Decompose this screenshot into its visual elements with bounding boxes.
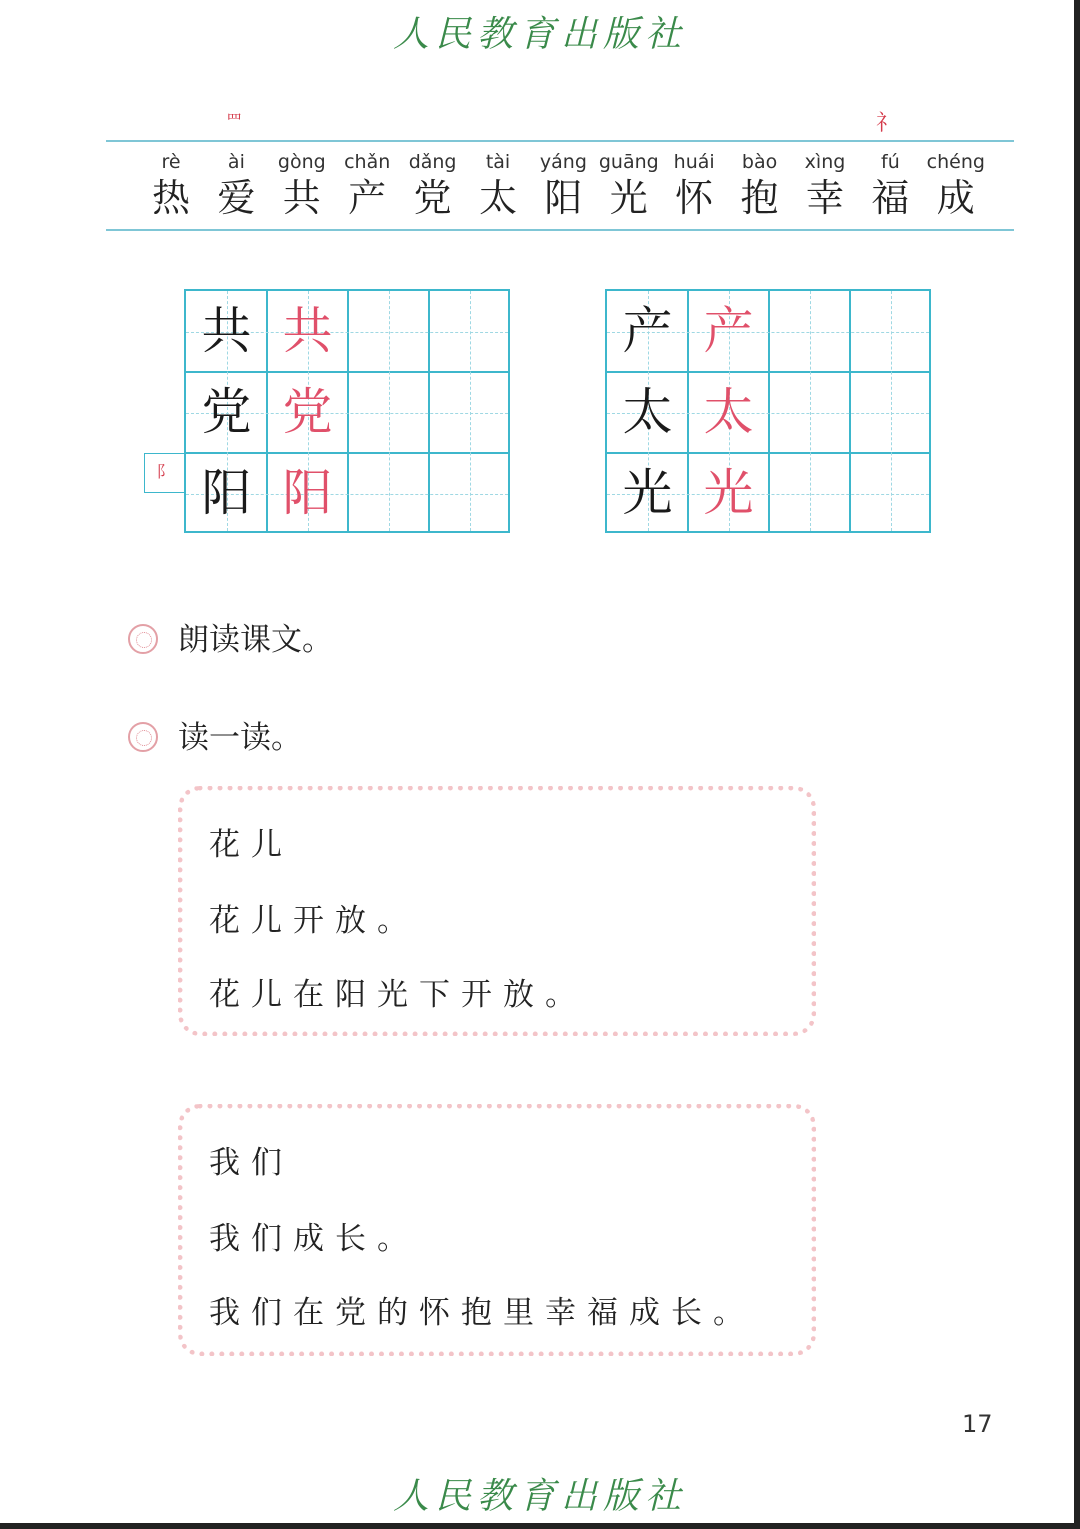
- vocab-pinyin: rè: [161, 151, 181, 173]
- vocab-item: [463, 148, 533, 220]
- radical-hint-2: 礻: [876, 111, 899, 136]
- grid-guide: [810, 291, 811, 531]
- reading-line: 我们: [209, 1145, 293, 1181]
- vocab-item: [659, 148, 729, 220]
- vocab-item: [594, 148, 664, 220]
- exercise-badge-icon: [128, 624, 158, 654]
- model-character: 产: [622, 302, 673, 360]
- vocab-item: [201, 148, 271, 220]
- trace-character: 阳: [282, 464, 333, 522]
- model-character: 党: [201, 383, 252, 441]
- vocab-item: [790, 148, 860, 220]
- vocab-item: [136, 148, 206, 220]
- vocab-pinyin: chǎn: [344, 151, 391, 173]
- vocab-hanzi: 怀: [675, 176, 714, 220]
- vocab-hanzi: 福: [871, 176, 910, 220]
- reading-line: 我们在党的怀抱里幸福成长。: [209, 1295, 755, 1331]
- vocab-pinyin: ài: [227, 151, 245, 173]
- reading-line: 我们成长。: [209, 1221, 419, 1257]
- reading-line: 花儿在阳光下开放。: [209, 977, 587, 1013]
- grid-guide: [389, 291, 390, 531]
- vocab-hanzi: 热: [151, 176, 190, 220]
- writing-grid-2: [605, 289, 931, 533]
- radical-hint-1: 罒: [226, 111, 243, 130]
- vocab-hanzi: 爱: [217, 176, 256, 220]
- writing-grid-1: [184, 289, 510, 533]
- vocab-pinyin: tài: [485, 151, 511, 173]
- vocab-pinyin: chéng: [926, 151, 985, 173]
- reading-line: 花儿: [209, 827, 293, 863]
- vocab-hanzi: 共: [282, 176, 321, 220]
- vocab-rule-bottom: [106, 229, 1014, 231]
- model-character: 光: [622, 464, 673, 522]
- vocab-item: [528, 148, 598, 220]
- exercise-label: 朗读课文。: [178, 622, 333, 658]
- reading-line: 花儿开放。: [209, 903, 419, 939]
- model-character: 共: [201, 302, 252, 360]
- vocab-pinyin: gòng: [277, 151, 326, 173]
- page-number: 17: [962, 1410, 993, 1438]
- vocab-item: [267, 148, 337, 220]
- vocab-hanzi: 光: [609, 176, 648, 220]
- vocab-hanzi: 抱: [740, 176, 779, 220]
- model-character: 阳: [201, 464, 252, 522]
- vocab-item: [921, 148, 991, 220]
- vocab-pinyin: huái: [673, 151, 715, 173]
- trace-character: 产: [703, 302, 754, 360]
- vocab-pinyin: fú: [881, 151, 900, 173]
- trace-character: 光: [703, 464, 754, 522]
- publisher-logo-top: 人民教育出版社: [392, 14, 687, 55]
- exercise-badge-icon: [128, 722, 158, 752]
- vocab-pinyin: yáng: [539, 151, 587, 173]
- vocab-hanzi: 幸: [805, 176, 844, 220]
- vocab-pinyin: dǎng: [408, 151, 457, 173]
- model-character: 太: [622, 383, 673, 441]
- vocab-hanzi: 太: [478, 176, 517, 220]
- vocab-row: [136, 148, 986, 228]
- grid-guide: [891, 291, 892, 531]
- reading-box-flowers: [178, 786, 816, 1036]
- vocab-rule-top: [106, 140, 1014, 142]
- vocab-pinyin: bào: [741, 151, 778, 173]
- side-tab: 阝: [144, 453, 184, 493]
- trace-character: 共: [282, 302, 333, 360]
- grid-line: [849, 291, 851, 531]
- trace-character: 太: [703, 383, 754, 441]
- vocab-hanzi: 产: [348, 176, 387, 220]
- publisher-logo-bottom: 人民教育出版社: [392, 1476, 687, 1517]
- vocab-item: [725, 148, 795, 220]
- vocab-hanzi: 阳: [544, 176, 583, 220]
- vocab-item: [332, 148, 402, 220]
- grid-guide: [470, 291, 471, 531]
- trace-character: 党: [282, 383, 333, 441]
- vocab-item: [855, 148, 925, 220]
- vocab-pinyin: guāng: [598, 151, 659, 173]
- vocab-pinyin: xìng: [804, 151, 846, 173]
- vocab-hanzi: 成: [936, 176, 975, 220]
- reading-box-we: [178, 1104, 816, 1356]
- grid-line: [428, 291, 430, 531]
- vocab-item: [398, 148, 468, 220]
- vocab-hanzi: 党: [413, 176, 452, 220]
- exercise-label: 读一读。: [178, 720, 302, 756]
